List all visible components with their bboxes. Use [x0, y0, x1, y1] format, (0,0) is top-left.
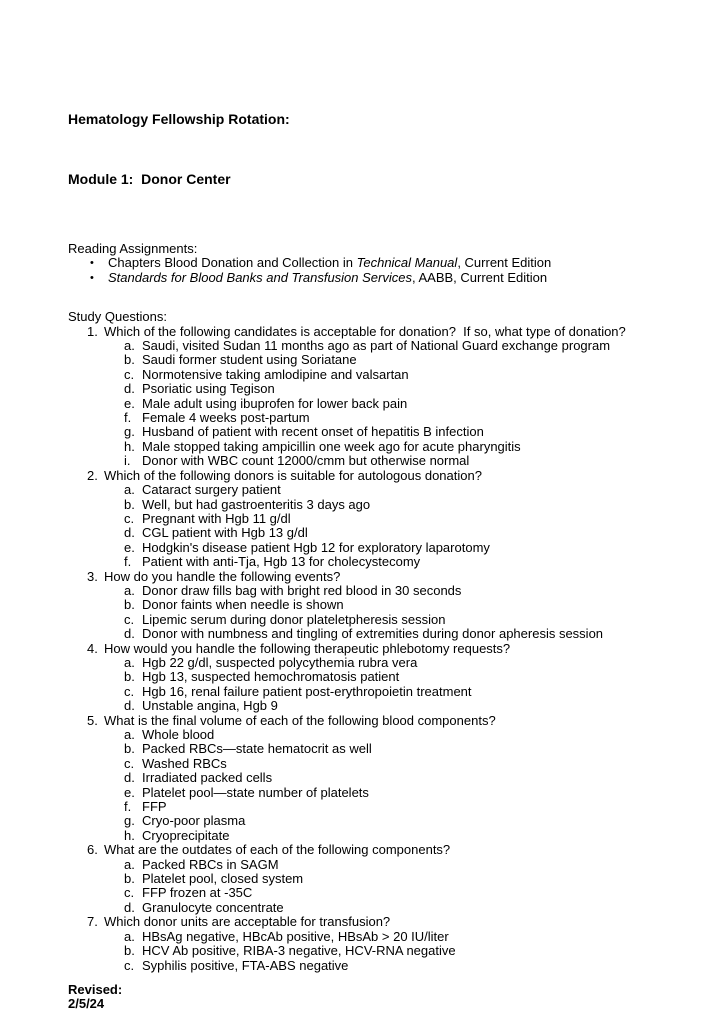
subitem-text: Cryoprecipitate: [142, 827, 230, 843]
bullet-icon: •: [90, 257, 94, 270]
question-subitem: [124, 353, 688, 367]
question-subitem: [124, 800, 688, 814]
title-line-1: Hematology Fellowship Rotation:: [68, 111, 290, 127]
subitem-letter: d.: [124, 525, 135, 541]
subitem-text: Platelet pool—state number of platelets: [142, 784, 369, 800]
reading-assignments-heading: Reading Assignments:: [68, 241, 198, 256]
subitem-text: Husband of patient with recent onset of hepatitis B infection: [142, 424, 484, 440]
question-subitem: [124, 886, 688, 900]
document-title: [68, 69, 688, 229]
subitem-text: Donor faints when needle is shown: [142, 597, 344, 613]
subitem-text: Patient with anti-Tja, Hgb 13 for cholecystecomy: [142, 554, 421, 570]
reading-assignments-section: [68, 242, 688, 285]
question-subitem: [124, 699, 688, 713]
revision-footer: [68, 983, 688, 1012]
subitem-text: CGL patient with Hgb 13 g/dl: [142, 525, 308, 541]
question-subitem: [124, 555, 688, 569]
question-subitem: [124, 425, 688, 439]
subitem-letter: i.: [124, 453, 131, 469]
question-number: 7.: [87, 914, 98, 930]
subitem-letter: a.: [124, 482, 135, 498]
question-row: [87, 325, 688, 339]
question-subitem: [124, 512, 688, 526]
subitem-letter: d.: [124, 698, 135, 714]
revised-label: Revised:: [68, 981, 123, 997]
question-text: What are the outdates of each of the following components?: [104, 842, 451, 858]
question-text: How would you handle the following therapeutic phlebotomy requests?: [104, 640, 511, 656]
reading-item-italic: Technical Manual: [356, 255, 458, 271]
subitem-letter: d.: [124, 381, 135, 397]
study-questions-list: [68, 325, 688, 973]
subitem-letter: b.: [124, 597, 135, 613]
subitem-text: Well, but had gastroenteritis 3 days ago: [142, 496, 371, 512]
question-subitem: [124, 728, 688, 742]
subitem-letter: c.: [124, 510, 135, 526]
reading-item-post: , AABB, Current Edition: [411, 269, 548, 285]
question-number: 2.: [87, 467, 98, 483]
question-subitem: [124, 541, 688, 555]
question-row: [87, 915, 688, 929]
bullet-icon: •: [90, 271, 94, 284]
subitem-text: Psoriatic using Tegison: [142, 381, 275, 397]
subitem-letter: b.: [124, 496, 135, 512]
question-subitem: [124, 627, 688, 641]
question-subitem: [124, 483, 688, 497]
subitem-text: Lipemic serum during donor plateletpheresis session: [142, 611, 446, 627]
subitem-letter: e.: [124, 784, 135, 800]
subitem-letter: d.: [124, 770, 135, 786]
question-subitem: [124, 771, 688, 785]
question-subitem: [124, 368, 688, 382]
subitem-text: HBsAg negative, HBcAb positive, HBsAb > 20 IU/liter: [142, 928, 449, 944]
reading-item: [90, 271, 688, 285]
subitem-text: Female 4 weeks post-partum: [142, 410, 310, 426]
subitem-letter: b.: [124, 871, 135, 887]
subitem-text: Saudi, visited Sudan 11 months ago as part of National Guard exchange program: [142, 338, 611, 354]
question-number: 4.: [87, 640, 98, 656]
subitem-letter: d.: [124, 626, 135, 642]
question-subitem: [124, 584, 688, 598]
subitem-text: Packed RBCs—state hematocrit as well: [142, 741, 372, 757]
study-questions-heading: Study Questions:: [68, 309, 167, 325]
question-subitem: [124, 829, 688, 843]
question-row: [87, 469, 688, 483]
subitem-text: Male adult using ibuprofen for lower back pain: [142, 395, 408, 411]
question-subitem: [124, 814, 688, 828]
subitem-text: Unstable angina, Hgb 9: [142, 698, 278, 714]
subitem-letter: a.: [124, 928, 135, 944]
subitem-text: Irradiated packed cells: [142, 770, 273, 786]
reading-item-pre: Chapters Blood Donation and Collection in: [108, 255, 357, 271]
question-subitem: [124, 339, 688, 353]
question-subitem: [124, 526, 688, 540]
reading-item-text: [108, 256, 551, 270]
subitem-text: Hgb 16, renal failure patient post-erythropoietin treatment: [142, 683, 472, 699]
subitem-letter: b.: [124, 943, 135, 959]
question-subitem: [124, 742, 688, 756]
subitem-text: Saudi former student using Soriatane: [142, 352, 357, 368]
subitem-letter: g.: [124, 424, 135, 440]
subitem-letter: c.: [124, 957, 135, 973]
question-subitem: [124, 656, 688, 670]
question-subitem: [124, 959, 688, 973]
question-subitem: [124, 670, 688, 684]
question-subitem: [124, 944, 688, 958]
subitem-letter: e.: [124, 539, 135, 555]
reading-item-italic: Standards for Blood Banks and Transfusion Services: [108, 269, 412, 285]
question-subitem: [124, 930, 688, 944]
subitem-letter: c.: [124, 366, 135, 382]
question-text: Which of the following candidates is acceptable for donation? If so, what type of donation?: [104, 323, 626, 339]
subitem-text: Syphilis positive, FTA-ABS negative: [142, 957, 349, 973]
subitem-text: Washed RBCs: [142, 755, 227, 771]
subitem-text: Packed RBCs in SAGM: [142, 856, 279, 872]
subitem-letter: b.: [124, 669, 135, 685]
question-text: Which donor units are acceptable for transfusion?: [104, 914, 391, 930]
subitem-letter: c.: [124, 683, 135, 699]
question-number: 3.: [87, 568, 98, 584]
question-subitem: [124, 901, 688, 915]
subitem-text: Whole blood: [142, 727, 215, 742]
subitem-text: Donor with numbness and tingling of extremities during donor apheresis session: [142, 626, 604, 642]
subitem-letter: c.: [124, 755, 135, 771]
subitem-text: Hgb 22 g/dl, suspected polycythemia rubra vera: [142, 654, 418, 670]
subitem-letter: c.: [124, 885, 135, 901]
question-number: 5.: [87, 712, 98, 728]
question-number: 1.: [87, 323, 98, 339]
question-subitem: [124, 440, 688, 454]
question-subitem: [124, 858, 688, 872]
subitem-text: Hodgkin's disease patient Hgb 12 for exploratory laparotomy: [142, 539, 490, 555]
subitem-text: Granulocyte concentrate: [142, 899, 284, 915]
subitem-letter: b.: [124, 741, 135, 757]
subitem-letter: d.: [124, 899, 135, 915]
question-text: Which of the following donors is suitable for autologous donation?: [104, 467, 482, 483]
subitem-text: Normotensive taking amlodipine and valsartan: [142, 366, 409, 382]
subitem-letter: g.: [124, 813, 135, 829]
subitem-letter: f.: [124, 799, 132, 815]
subitem-text: Donor with WBC count 12000/cmm but otherwise normal: [142, 453, 470, 469]
question-subitem: [124, 397, 688, 411]
question-subitem: [124, 685, 688, 699]
title-line-2: Module 1: Donor Center: [68, 171, 231, 187]
question-subitem: [124, 872, 688, 886]
subitem-letter: h.: [124, 827, 135, 843]
subitem-letter: a.: [124, 856, 135, 872]
question-number: 6.: [87, 842, 98, 858]
subitem-letter: a.: [124, 727, 135, 742]
subitem-text: Platelet pool, closed system: [142, 871, 304, 887]
subitem-letter: f.: [124, 410, 132, 426]
question-subitem: [124, 786, 688, 800]
reading-item: [90, 256, 688, 270]
question-row: [87, 714, 688, 728]
question-subitem: [124, 382, 688, 396]
question-row: [87, 843, 688, 857]
subitem-letter: c.: [124, 611, 135, 627]
question-text: What is the final volume of each of the following blood components?: [104, 712, 496, 728]
question-subitem: [124, 598, 688, 612]
reading-item-post: , Current Edition: [457, 255, 552, 271]
question-subitem: [124, 454, 688, 468]
revised-date: 2/5/24: [68, 996, 105, 1012]
subitem-letter: e.: [124, 395, 135, 411]
question-subitem: [124, 411, 688, 425]
subitem-text: Donor draw fills bag with bright red blood in 30 seconds: [142, 582, 462, 598]
subitem-letter: f.: [124, 554, 132, 570]
subitem-text: Cataract surgery patient: [142, 482, 281, 498]
subitem-letter: a.: [124, 654, 135, 670]
question-subitem: [124, 498, 688, 512]
subitem-letter: a.: [124, 338, 135, 354]
question-text: How do you handle the following events?: [104, 568, 341, 584]
subitem-letter: h.: [124, 438, 135, 454]
subitem-text: FFP: [142, 799, 167, 815]
subitem-letter: b.: [124, 352, 135, 368]
question-row: [87, 570, 688, 584]
subitem-text: Hgb 13, suspected hemochromatosis patient: [142, 669, 400, 685]
question-row: [87, 642, 688, 656]
reading-item-text: [108, 271, 547, 285]
question-subitem: [124, 613, 688, 627]
question-subitem: [124, 757, 688, 771]
subitem-letter: a.: [124, 582, 135, 598]
subitem-text: Male stopped taking ampicillin one week ago for acute pharyngitis: [142, 438, 521, 454]
subitem-text: FFP frozen at -35C: [142, 885, 253, 901]
subitem-text: Cryo-poor plasma: [142, 813, 246, 829]
subitem-text: HCV Ab positive, RIBA-3 negative, HCV-RNA negative: [142, 943, 456, 959]
subitem-text: Pregnant with Hgb 11 g/dl: [142, 510, 291, 526]
